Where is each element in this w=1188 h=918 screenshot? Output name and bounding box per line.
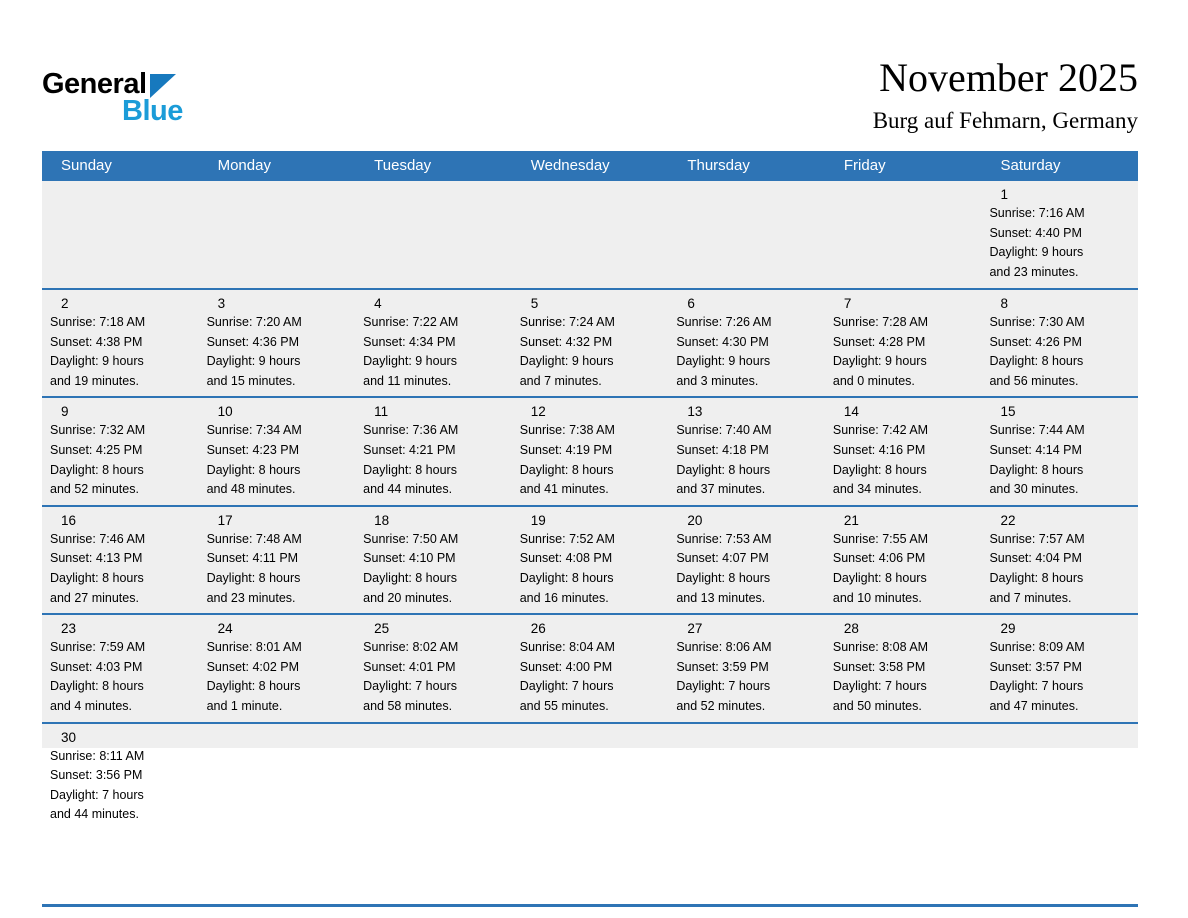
sunset-text: Sunset: 4:02 PM xyxy=(206,659,299,674)
day-cell-29 xyxy=(981,615,1138,721)
sunset-text: Sunset: 4:11 PM xyxy=(206,551,299,566)
day-number: 9 xyxy=(61,404,69,420)
day-number: 2 xyxy=(61,296,69,311)
weekday-header-sunday: Sunday xyxy=(61,157,112,174)
daylight-text-line1: Daylight: 9 hours xyxy=(676,354,771,369)
daylight-text-line2: and 3 minutes. xyxy=(676,373,759,388)
weekday-header-tuesday: Tuesday xyxy=(374,157,432,174)
day-cell-21 xyxy=(825,507,982,613)
sunset-text: Sunset: 4:21 PM xyxy=(363,442,456,457)
daylight-text-line1: Daylight: 8 hours xyxy=(832,570,927,585)
day-cell-9 xyxy=(42,398,199,504)
daylight-text-line1: Daylight: 8 hours xyxy=(50,462,144,477)
daylight-text-line1: Daylight: 7 hours xyxy=(50,787,144,802)
sunrise-text: Sunrise: 8:09 AM xyxy=(989,640,1085,655)
sunset-text: Sunset: 4:08 PM xyxy=(519,551,613,566)
day-cell-5 xyxy=(512,290,669,396)
daylight-text-line2: and 19 minutes. xyxy=(50,373,139,388)
weekday-header-thursday: Thursday xyxy=(687,157,750,174)
day-number: 21 xyxy=(843,512,859,528)
week-row-6 xyxy=(42,722,1138,830)
sunset-text: Sunset: 4:07 PM xyxy=(676,551,769,566)
day-cell-10 xyxy=(199,398,356,504)
day-number: 4 xyxy=(374,296,382,311)
sunset-text: Sunset: 4:30 PM xyxy=(676,334,769,349)
page-header xyxy=(42,0,1138,136)
sunrise-text: Sunrise: 7:57 AM xyxy=(989,531,1085,546)
page-title: November 2025 xyxy=(879,55,1138,100)
day-cell-14 xyxy=(825,398,982,504)
day-number: 25 xyxy=(374,621,390,637)
empty-day-cell xyxy=(512,724,669,830)
day-number: 8 xyxy=(1000,296,1008,311)
sunset-text: Sunset: 3:57 PM xyxy=(989,659,1082,674)
daylight-text-line1: Daylight: 7 hours xyxy=(363,679,457,694)
weekday-header-monday: Monday xyxy=(217,157,271,174)
day-number: 18 xyxy=(374,512,390,528)
title-block xyxy=(873,56,1138,136)
day-number: 23 xyxy=(61,621,77,637)
weekday-header-friday: Friday xyxy=(843,157,886,174)
daylight-text-line1: Daylight: 8 hours xyxy=(206,570,301,585)
day-number: 10 xyxy=(217,404,233,420)
sunset-text: Sunset: 4:13 PM xyxy=(50,551,143,566)
daylight-text-line2: and 37 minutes. xyxy=(676,482,766,497)
sunset-text: Sunset: 4:36 PM xyxy=(206,334,299,349)
day-cell-3 xyxy=(199,290,356,396)
day-number: 12 xyxy=(530,404,546,420)
daylight-text-line1: Daylight: 7 hours xyxy=(989,679,1084,694)
day-number: 24 xyxy=(217,621,233,637)
daylight-text-line1: Daylight: 8 hours xyxy=(832,462,927,477)
sunrise-text: Sunrise: 7:44 AM xyxy=(989,423,1085,438)
day-number: 13 xyxy=(687,404,703,420)
week-row-1 xyxy=(42,181,1138,288)
daylight-text-line2: and 15 minutes. xyxy=(206,373,296,388)
empty-day-cell xyxy=(355,181,512,288)
sunrise-text: Sunrise: 8:04 AM xyxy=(519,640,615,655)
logo-general-text: General xyxy=(42,68,147,100)
day-cell-24 xyxy=(199,615,356,721)
day-number: 1 xyxy=(1000,187,1008,202)
day-number: 14 xyxy=(843,404,859,420)
daylight-text-line2: and 34 minutes. xyxy=(832,482,922,497)
day-number: 16 xyxy=(61,512,77,528)
empty-day-cell xyxy=(668,181,825,288)
sunrise-text: Sunrise: 8:01 AM xyxy=(206,640,302,655)
sunrise-text: Sunrise: 7:42 AM xyxy=(832,423,929,438)
daylight-text-line2: and 58 minutes. xyxy=(363,698,453,713)
sunrise-text: Sunrise: 7:28 AM xyxy=(832,315,929,329)
sunrise-text: Sunrise: 7:38 AM xyxy=(519,423,615,438)
daylight-text-line1: Daylight: 7 hours xyxy=(676,679,771,694)
footer-divider xyxy=(42,904,1138,907)
day-cell-4 xyxy=(355,290,512,396)
empty-day-cell xyxy=(512,181,669,288)
daylight-text-line1: Daylight: 8 hours xyxy=(363,462,457,477)
daylight-text-line1: Daylight: 8 hours xyxy=(519,462,614,477)
sunrise-text: Sunrise: 7:22 AM xyxy=(363,315,459,329)
sunrise-text: Sunrise: 7:48 AM xyxy=(206,531,302,546)
sunrise-text: Sunrise: 7:55 AM xyxy=(832,531,929,546)
day-cell-28 xyxy=(825,615,982,721)
day-number: 15 xyxy=(1000,404,1016,420)
empty-day-cell xyxy=(355,724,512,830)
daylight-text-line1: Daylight: 8 hours xyxy=(989,462,1084,477)
sunset-text: Sunset: 4:14 PM xyxy=(989,442,1082,457)
day-cell-8 xyxy=(981,290,1138,396)
sunset-text: Sunset: 4:32 PM xyxy=(519,334,613,349)
day-number: 19 xyxy=(530,512,546,528)
sunrise-text: Sunrise: 7:34 AM xyxy=(206,423,302,438)
day-cell-20 xyxy=(668,507,825,613)
sunset-text: Sunset: 4:06 PM xyxy=(832,551,926,566)
daylight-text-line1: Daylight: 8 hours xyxy=(676,570,771,585)
daylight-text-line1: Daylight: 8 hours xyxy=(50,679,144,694)
daylight-text-line2: and 0 minutes. xyxy=(832,373,915,388)
daylight-text-line1: Daylight: 8 hours xyxy=(363,570,457,585)
daylight-text-line2: and 7 minutes. xyxy=(519,373,602,388)
empty-day-cell xyxy=(668,724,825,830)
day-cell-1 xyxy=(981,181,1138,288)
daylight-text-line1: Daylight: 9 hours xyxy=(832,354,927,369)
daylight-text-line2: and 4 minutes. xyxy=(50,698,132,713)
sunrise-text: Sunrise: 7:18 AM xyxy=(50,315,146,329)
sunrise-text: Sunrise: 7:36 AM xyxy=(363,423,459,438)
day-number: 26 xyxy=(530,621,546,637)
day-cell-16 xyxy=(42,507,199,613)
sunrise-text: Sunrise: 7:53 AM xyxy=(676,531,772,546)
daylight-text-line2: and 30 minutes. xyxy=(989,482,1079,497)
daylight-text-line1: Daylight: 7 hours xyxy=(519,679,614,694)
empty-day-cell xyxy=(981,724,1138,830)
sunrise-text: Sunrise: 8:06 AM xyxy=(676,640,772,655)
daylight-text-line2: and 55 minutes. xyxy=(519,698,609,713)
sunset-text: Sunset: 4:10 PM xyxy=(363,551,456,566)
daylight-text-line1: Daylight: 8 hours xyxy=(676,462,771,477)
daylight-text-line1: Daylight: 9 hours xyxy=(989,245,1084,260)
daylight-text-line2: and 7 minutes. xyxy=(989,590,1072,605)
sunset-text: Sunset: 4:38 PM xyxy=(50,334,143,349)
sunrise-text: Sunrise: 7:40 AM xyxy=(676,423,772,438)
empty-day-cell xyxy=(825,724,982,830)
day-number: 7 xyxy=(843,296,852,311)
day-number: 20 xyxy=(687,512,703,528)
page-subtitle: Burg auf Fehmarn, Germany xyxy=(872,108,1138,133)
daylight-text-line2: and 23 minutes. xyxy=(989,264,1079,279)
day-cell-15 xyxy=(981,398,1138,504)
day-number: 22 xyxy=(1000,512,1016,528)
day-cell-30 xyxy=(42,724,199,830)
sunset-text: Sunset: 3:59 PM xyxy=(676,659,769,674)
day-number: 11 xyxy=(374,404,389,420)
daylight-text-line2: and 10 minutes. xyxy=(832,590,922,605)
sunset-text: Sunset: 4:01 PM xyxy=(363,659,456,674)
day-cell-17 xyxy=(199,507,356,613)
sunset-text: Sunset: 4:34 PM xyxy=(363,334,456,349)
day-number: 5 xyxy=(530,296,539,311)
sunset-text: Sunset: 4:04 PM xyxy=(989,551,1082,566)
day-number: 27 xyxy=(687,621,703,637)
calendar-table xyxy=(42,151,1138,830)
sunrise-text: Sunrise: 7:52 AM xyxy=(519,531,615,546)
day-number: 28 xyxy=(843,621,859,637)
empty-day-cell xyxy=(825,181,982,288)
weekday-header-saturday: Saturday xyxy=(1000,157,1061,174)
sunrise-text: Sunrise: 7:30 AM xyxy=(989,315,1085,329)
sunrise-text: Sunrise: 7:59 AM xyxy=(50,640,146,655)
daylight-text-line2: and 27 minutes. xyxy=(50,590,139,605)
sunrise-text: Sunrise: 7:46 AM xyxy=(50,531,146,546)
daylight-text-line1: Daylight: 8 hours xyxy=(989,354,1084,369)
daylight-text-line2: and 41 minutes. xyxy=(519,482,609,497)
day-cell-18 xyxy=(355,507,512,613)
daylight-text-line1: Daylight: 9 hours xyxy=(50,354,144,369)
calendar-weeks xyxy=(42,181,1138,830)
daylight-text-line1: Daylight: 9 hours xyxy=(363,354,457,369)
day-cell-12 xyxy=(512,398,669,504)
logo-blue-text: Blue xyxy=(122,95,183,127)
sunrise-text: Sunrise: 8:02 AM xyxy=(363,640,459,655)
general-blue-logo xyxy=(42,56,183,126)
day-cell-19 xyxy=(512,507,669,613)
day-cell-13 xyxy=(668,398,825,504)
day-number: 6 xyxy=(687,296,695,311)
sunset-text: Sunset: 4:23 PM xyxy=(206,442,299,457)
daylight-text-line2: and 13 minutes. xyxy=(676,590,766,605)
daylight-text-line2: and 47 minutes. xyxy=(989,698,1079,713)
weekday-header-row xyxy=(42,151,1138,181)
day-cell-27 xyxy=(668,615,825,721)
sunset-text: Sunset: 4:18 PM xyxy=(676,442,769,457)
sunrise-text: Sunrise: 7:26 AM xyxy=(676,315,772,329)
sunrise-text: Sunrise: 8:08 AM xyxy=(832,640,929,655)
week-row-4 xyxy=(42,505,1138,613)
day-cell-7 xyxy=(825,290,982,396)
sunset-text: Sunset: 3:58 PM xyxy=(832,659,926,674)
empty-day-cell xyxy=(199,181,356,288)
daylight-text-line1: Daylight: 8 hours xyxy=(206,679,301,694)
daylight-text-line1: Daylight: 7 hours xyxy=(832,679,927,694)
day-cell-11 xyxy=(355,398,512,504)
daylight-text-line2: and 52 minutes. xyxy=(50,482,139,497)
week-row-5 xyxy=(42,613,1138,721)
sunset-text: Sunset: 4:00 PM xyxy=(519,659,613,674)
day-cell-6 xyxy=(668,290,825,396)
daylight-text-line2: and 16 minutes. xyxy=(519,590,609,605)
daylight-text-line2: and 48 minutes. xyxy=(206,482,296,497)
daylight-text-line2: and 44 minutes. xyxy=(363,482,453,497)
sunset-text: Sunset: 4:19 PM xyxy=(519,442,613,457)
daylight-text-line1: Daylight: 8 hours xyxy=(519,570,614,585)
day-cell-22 xyxy=(981,507,1138,613)
sunrise-text: Sunrise: 7:20 AM xyxy=(206,315,302,329)
daylight-text-line1: Daylight: 8 hours xyxy=(206,462,301,477)
daylight-text-line2: and 44 minutes. xyxy=(50,807,139,822)
day-number: 3 xyxy=(217,296,226,311)
daylight-text-line2: and 20 minutes. xyxy=(363,590,453,605)
empty-day-cell xyxy=(199,724,356,830)
sunset-text: Sunset: 3:56 PM xyxy=(50,768,143,783)
daylight-text-line2: and 11 minutes. xyxy=(363,373,452,388)
sunset-text: Sunset: 4:03 PM xyxy=(50,659,143,674)
daylight-text-line1: Daylight: 8 hours xyxy=(989,570,1084,585)
day-cell-25 xyxy=(355,615,512,721)
empty-day-cell xyxy=(42,181,199,288)
sunrise-text: Sunrise: 8:11 AM xyxy=(50,748,145,763)
day-number: 30 xyxy=(61,729,77,745)
daylight-text-line2: and 52 minutes. xyxy=(676,698,766,713)
sunset-text: Sunset: 4:25 PM xyxy=(50,442,143,457)
sunrise-text: Sunrise: 7:16 AM xyxy=(989,206,1085,220)
day-cell-26 xyxy=(512,615,669,721)
day-cell-2 xyxy=(42,290,199,396)
sunset-text: Sunset: 4:16 PM xyxy=(832,442,926,457)
week-row-3 xyxy=(42,396,1138,504)
sunrise-text: Sunrise: 7:50 AM xyxy=(363,531,459,546)
sunset-text: Sunset: 4:26 PM xyxy=(989,334,1082,349)
day-number: 29 xyxy=(1000,621,1016,637)
daylight-text-line2: and 1 minute. xyxy=(206,698,283,713)
daylight-text-line2: and 50 minutes. xyxy=(832,698,922,713)
day-cell-23 xyxy=(42,615,199,721)
daylight-text-line1: Daylight: 9 hours xyxy=(206,354,301,369)
sunset-text: Sunset: 4:28 PM xyxy=(832,334,926,349)
weekday-header-wednesday: Wednesday xyxy=(530,157,610,174)
week-row-2 xyxy=(42,288,1138,396)
daylight-text-line1: Daylight: 9 hours xyxy=(519,354,614,369)
daylight-text-line2: and 56 minutes. xyxy=(989,373,1079,388)
day-number: 17 xyxy=(217,512,233,528)
sunrise-text: Sunrise: 7:24 AM xyxy=(519,315,615,329)
sunset-text: Sunset: 4:40 PM xyxy=(989,225,1082,240)
sunrise-text: Sunrise: 7:32 AM xyxy=(50,423,146,438)
daylight-text-line2: and 23 minutes. xyxy=(206,590,296,605)
daylight-text-line1: Daylight: 8 hours xyxy=(50,570,144,585)
